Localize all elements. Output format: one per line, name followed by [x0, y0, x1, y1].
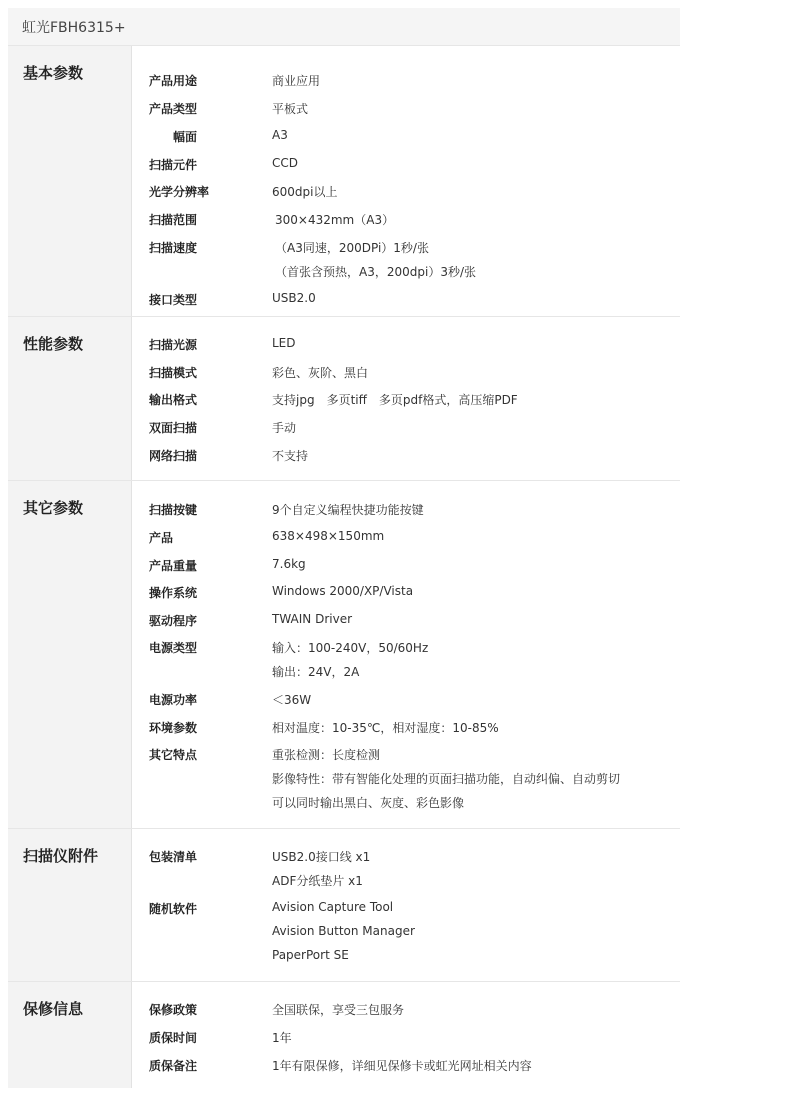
spec-value: 彩色、灰阶、黑白	[272, 366, 369, 380]
spec-value: CCD	[272, 156, 298, 170]
spec-value: 输入：100-240V，50/60Hz	[272, 641, 429, 655]
spec-value: （A3同速，200DPi）1秒/张	[275, 241, 429, 255]
spec-label: 操作系统	[149, 586, 198, 600]
spec-value: 1年有限保修，详细见保修卡或虹光网址相关内容	[272, 1059, 532, 1073]
spec-label: 扫描按键	[149, 503, 198, 517]
spec-page	[8, 8, 680, 1096]
spec-value: Windows 2000/XP/Vista	[272, 584, 414, 598]
section-title: 保修信息	[23, 1000, 84, 1018]
spec-value: LED	[272, 336, 296, 350]
spec-label: 双面扫描	[149, 421, 198, 435]
spec-value: 输出：24V，2A	[272, 665, 360, 679]
section-label-cell	[8, 46, 132, 316]
spec-label: 保修政策	[149, 1003, 198, 1017]
spec-label: 质保时间	[149, 1031, 198, 1045]
spec-value: 600dpi以上	[272, 185, 338, 199]
spec-label: 扫描元件	[149, 158, 198, 172]
spec-value: TWAIN Driver	[272, 612, 353, 626]
section-warranty	[8, 982, 680, 1088]
spec-value: 平板式	[272, 102, 309, 116]
section-title: 其它参数	[23, 499, 84, 517]
spec-value: 7.6kg	[272, 557, 306, 571]
section-basic-params	[8, 46, 680, 317]
section-accessories	[8, 829, 680, 982]
spec-label: 环境参数	[149, 721, 198, 735]
spec-value: PaperPort SE	[272, 948, 349, 962]
spec-value: 影像特性：带有智能化处理的页面扫描功能，自动纠偏、自动剪切	[272, 772, 621, 786]
spec-label: 扫描光源	[149, 338, 198, 352]
spec-value: USB2.0	[272, 291, 316, 305]
spec-label: 扫描范围	[149, 213, 198, 227]
spec-label: 电源功率	[149, 693, 198, 707]
spec-value: 手动	[272, 421, 297, 435]
spec-value: 638×498×150mm	[272, 529, 385, 543]
spec-label: 驱动程序	[149, 614, 198, 628]
spec-label: 输出格式	[149, 393, 198, 407]
section-title: 性能参数	[23, 335, 84, 353]
spec-value: 9个自定义编程快捷功能按键	[272, 503, 424, 517]
product-title: 虹光FBH6315+	[22, 20, 126, 36]
spec-value: 相对温度：10-35℃，相对湿度：10-85%	[272, 721, 499, 735]
section-label-cell	[8, 481, 132, 828]
spec-label: 产品用途	[149, 74, 198, 88]
spec-value: A3	[272, 128, 288, 142]
spec-value: 300×432mm（A3）	[275, 213, 395, 227]
spec-value: （首张含预热，A3，200dpi）3秒/张	[275, 265, 476, 279]
spec-label: 质保备注	[149, 1059, 198, 1073]
spec-value: USB2.0接口线 x1	[272, 850, 371, 864]
spec-label: 接口类型	[149, 293, 198, 307]
section-performance-params	[8, 317, 680, 481]
spec-label: 扫描速度	[149, 241, 198, 255]
spec-value: 1年	[272, 1031, 292, 1045]
spec-label: 随机软件	[149, 902, 198, 916]
section-other-params	[8, 481, 680, 829]
spec-value: 可以同时输出黑白、灰度、彩色影像	[272, 796, 465, 810]
spec-value: 支持jpg 多页tiff 多页pdf格式，高压缩PDF	[272, 393, 518, 407]
spec-value: 全国联保，享受三包服务	[272, 1003, 405, 1017]
title-bar	[8, 8, 680, 46]
spec-value: ＜36W	[272, 693, 312, 707]
spec-label: 产品重量	[149, 559, 198, 573]
spec-value: 重张检测：长度检测	[272, 748, 381, 762]
spec-label: 光学分辨率	[149, 185, 210, 199]
spec-value: 商业应用	[272, 74, 321, 88]
section-title: 扫描仪附件	[23, 847, 99, 865]
spec-value: 不支持	[272, 449, 309, 463]
spec-label: 电源类型	[149, 641, 198, 655]
section-title: 基本参数	[23, 64, 84, 82]
spec-label: 其它特点	[149, 748, 198, 762]
spec-value: ADF分纸垫片 x1	[272, 874, 363, 888]
spec-label: 产品类型	[149, 102, 198, 116]
spec-value: Avision Button Manager	[272, 924, 415, 938]
spec-label: 包装清单	[149, 850, 198, 864]
spec-label: 扫描模式	[149, 366, 198, 380]
spec-label: 网络扫描	[149, 449, 198, 463]
spec-label: 产品	[149, 531, 174, 545]
spec-label: 幅面	[173, 130, 198, 144]
spec-value: Avision Capture Tool	[272, 900, 394, 914]
